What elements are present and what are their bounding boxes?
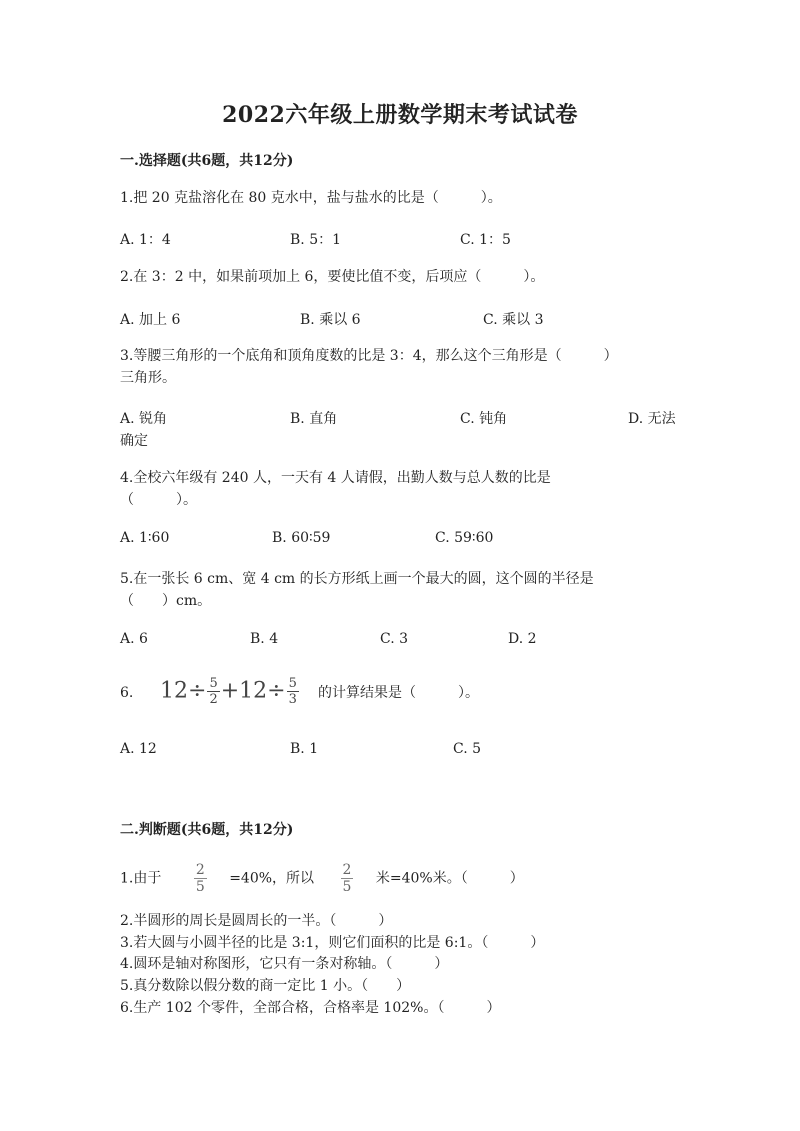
fraction-5-2: $\frac{5}{2}$ bbox=[209, 676, 218, 707]
q6-option-b: B. 1 bbox=[290, 741, 319, 757]
fraction-5-3: $\frac{5}{3}$ bbox=[288, 676, 297, 707]
plus-symbol: + bbox=[220, 678, 240, 704]
q3-option-a: A. 锐角 bbox=[120, 411, 168, 427]
q4-option-c: C. 59∶60 bbox=[435, 530, 494, 546]
q1-option-c: C. 1：5 bbox=[460, 232, 511, 248]
question-6-number: 6. bbox=[120, 685, 134, 701]
question-5-line2: （ ）cm。 bbox=[120, 593, 212, 609]
q5-option-b: B. 4 bbox=[250, 631, 279, 647]
question-4-line1: 4.全校六年级有 240 人，一天有 4 人请假，出勤人数与总人数的比是 bbox=[120, 470, 551, 486]
formula-term-a: 12 bbox=[160, 678, 188, 704]
judgement-1: 1.由于 $\frac{2}{5}$ =40%，所以 $\frac{2}{5}$ 米=40%米。（ ） bbox=[120, 862, 524, 895]
q5-option-a: A. 6 bbox=[120, 631, 148, 647]
section2-heading: 二.判断题(共6题，共12分) bbox=[120, 822, 294, 838]
judgement-4: 4.圆环是轴对称图形，它只有一条对称轴。（ ） bbox=[120, 956, 449, 972]
q3-option-d-wrap: 确定 bbox=[120, 433, 148, 449]
q3-option-b: B. 直角 bbox=[290, 411, 338, 427]
q4-option-b: B. 60∶59 bbox=[272, 530, 331, 546]
divide-symbol: ÷ bbox=[188, 678, 207, 704]
question-4-line2: （ ）。 bbox=[120, 492, 197, 508]
q6-option-c: C. 5 bbox=[453, 741, 482, 757]
question-3-line2: 三角形。 bbox=[120, 370, 176, 386]
q4-option-a: A. 1∶60 bbox=[120, 530, 170, 546]
q5-option-d: D. 2 bbox=[508, 631, 537, 647]
fraction-2-5: $\frac{2}{5}$ bbox=[195, 862, 205, 895]
q2-option-b: B. 乘以 6 bbox=[300, 312, 361, 328]
judgement-3: 3.若大圆与小圆半径的比是 3:1，则它们面积的比是 6:1。（ ） bbox=[120, 935, 545, 951]
section1-heading: 一.选择题(共6题，共12分) bbox=[120, 153, 294, 169]
question-6-formula bbox=[160, 676, 300, 707]
q1-option-a: A. 1：4 bbox=[120, 232, 171, 248]
exam-title: 2022六年级上册数学期末考试试卷 bbox=[222, 102, 578, 128]
q2-option-a: A. 加上 6 bbox=[120, 312, 181, 328]
q6-option-a: A. 12 bbox=[120, 741, 157, 757]
q3-option-d: D. 无法 bbox=[628, 411, 676, 427]
formula-term-b: 12 bbox=[239, 678, 268, 704]
question-3-line1: 3.等腰三角形的一个底角和顶角度数的比是 3：4，那么这个三角形是（ ） bbox=[120, 348, 618, 364]
divide-symbol: ÷ bbox=[267, 678, 286, 704]
fraction-2-5-second: $\frac{2}{5}$ bbox=[342, 862, 352, 895]
judgement-2: 2.半圆形的周长是圆周长的一半。（ ） bbox=[120, 913, 393, 929]
judgement-6: 6.生产 102 个零件，全部合格，合格率是 102%。（ ） bbox=[120, 1000, 501, 1016]
question-2: 2.在 3：2 中，如果前项加上 6，要使比值不变，后项应（ ）。 bbox=[120, 269, 545, 285]
question-5-line1: 5.在一张长 6 cm、宽 4 cm 的长方形纸上画一个最大的圆，这个圆的半径是 bbox=[120, 571, 594, 587]
question-6-suffix: 的计算结果是（ ）。 bbox=[318, 685, 479, 701]
q5-option-c: C. 3 bbox=[380, 631, 409, 647]
question-1: 1.把 20 克盐溶化在 80 克水中，盐与盐水的比是（ ）。 bbox=[120, 190, 502, 206]
q3-option-c: C. 钝角 bbox=[460, 411, 508, 427]
q1-option-b: B. 5：1 bbox=[290, 232, 342, 248]
judgement-5: 5.真分数除以假分数的商一定比 1 小。（ ） bbox=[120, 978, 411, 994]
q2-option-c: C. 乘以 3 bbox=[483, 312, 544, 328]
